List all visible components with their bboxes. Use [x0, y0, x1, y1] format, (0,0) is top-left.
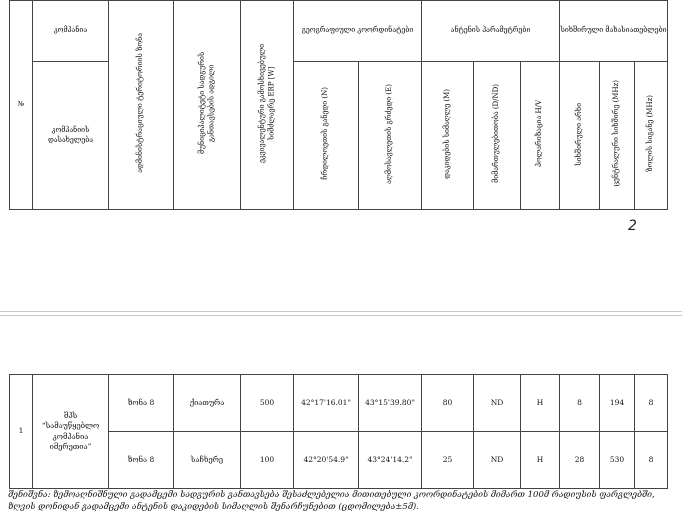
- cell-latitude: 42°17'16.01": [294, 375, 359, 432]
- table-header: [9, 0, 668, 210]
- cell-company: შპს “სამაუწყებლო კომპანია იმერეთია”: [33, 375, 109, 489]
- cell-longitude: 43°15'39.80": [359, 375, 422, 432]
- header-central-freq: [600, 62, 635, 210]
- cell-number: 1: [10, 375, 33, 489]
- header-antenna-height: [422, 62, 474, 210]
- header-geo-group: გეოგრაფიული კოორდინატები: [294, 1, 422, 62]
- header-bandwidth-label: ზოლის სიგანე (MHz): [646, 95, 655, 173]
- header-erp-label: ეკვივალენტური გამოსხივებული სიმძლავრე ERP [W]: [257, 43, 275, 163]
- header-number: №: [10, 1, 33, 210]
- cell-height: 25: [422, 432, 474, 489]
- cell-height: 80: [422, 375, 474, 432]
- cell-bandwidth: 8: [635, 375, 668, 432]
- footnote: შენიშვნა: ზემოაღნიშნული გადამცემი სადგურის განთავსება შესაძლებელია მითითებული კოორდინატების მიმართ 100მ რადიუსის ფარგლებში, ზღვის დონიდან გადამცემი ანტენის დაკიდების სიმაღლის შენარჩუნებით (ცდომილება±5მ).: [8, 490, 655, 513]
- page-number: 2: [628, 218, 637, 234]
- header-channel: [560, 62, 600, 210]
- cell-bandwidth: 8: [635, 432, 668, 489]
- header-directivity-label: მიმართულებითობა (D/ND): [492, 84, 501, 184]
- cell-channel: 8: [560, 375, 600, 432]
- header-directivity: [474, 62, 521, 210]
- header-central-freq-label: ცენტრალური სიხშირე (MHz): [612, 80, 621, 188]
- cell-central-freq: 530: [600, 432, 635, 489]
- header-latitude: [294, 62, 359, 210]
- header-longitude: [359, 62, 422, 210]
- cell-longitude: 43°24'14.2": [359, 432, 422, 489]
- header-longitude-label: აღმოსავლეთის გრძედი (E): [385, 83, 394, 184]
- header-company-group: კომპანია: [33, 1, 109, 62]
- header-antenna-group: ანტენის პარამეტრები: [422, 1, 560, 62]
- header-bandwidth: [635, 62, 668, 210]
- header-latitude-label: ჩრდილოეთის განედი (N): [321, 87, 330, 181]
- header-polarization: [521, 62, 560, 210]
- header-erp: [241, 1, 294, 210]
- cell-erp: 100: [241, 432, 294, 489]
- data-table: [9, 374, 668, 489]
- header-station-location: [174, 1, 241, 210]
- cell-polarization: H: [521, 432, 560, 489]
- header-freq-group: სიხშირული მახასიათებლები: [560, 1, 668, 62]
- cell-latitude: 42°20'54.9": [294, 432, 359, 489]
- cell-location: საჩხერე: [174, 432, 241, 489]
- page-break-line: [0, 311, 682, 312]
- header-channel-label: სიხშირული არხი: [574, 102, 583, 166]
- table-row: [10, 432, 668, 489]
- header-service-zone-label: ადმინისტრაციული ტერიტორიის ზონა: [136, 33, 145, 174]
- cell-location: ქიათურა: [174, 375, 241, 432]
- cell-directivity: ND: [474, 432, 521, 489]
- cell-zone: ზონა 8: [109, 432, 174, 489]
- cell-erp: 500: [241, 375, 294, 432]
- cell-channel: 28: [560, 432, 600, 489]
- cell-directivity: ND: [474, 375, 521, 432]
- cell-central-freq: 194: [600, 375, 635, 432]
- page-break-line: [0, 315, 682, 316]
- cell-zone: ზონა 8: [109, 375, 174, 432]
- header-company-name: კომპანიის დასახელება: [33, 62, 109, 210]
- header-station-location-label: მუნიციპალიტეტი სადგურის განთავსების ადგილი: [197, 52, 215, 155]
- header-service-zone: [109, 1, 174, 210]
- table-row: [10, 375, 668, 432]
- header-antenna-height-label: დაკიდების სიმაღლე (M): [442, 88, 451, 179]
- cell-polarization: H: [521, 375, 560, 432]
- header-polarization-label: პოლარიზაცია H/V: [535, 100, 544, 168]
